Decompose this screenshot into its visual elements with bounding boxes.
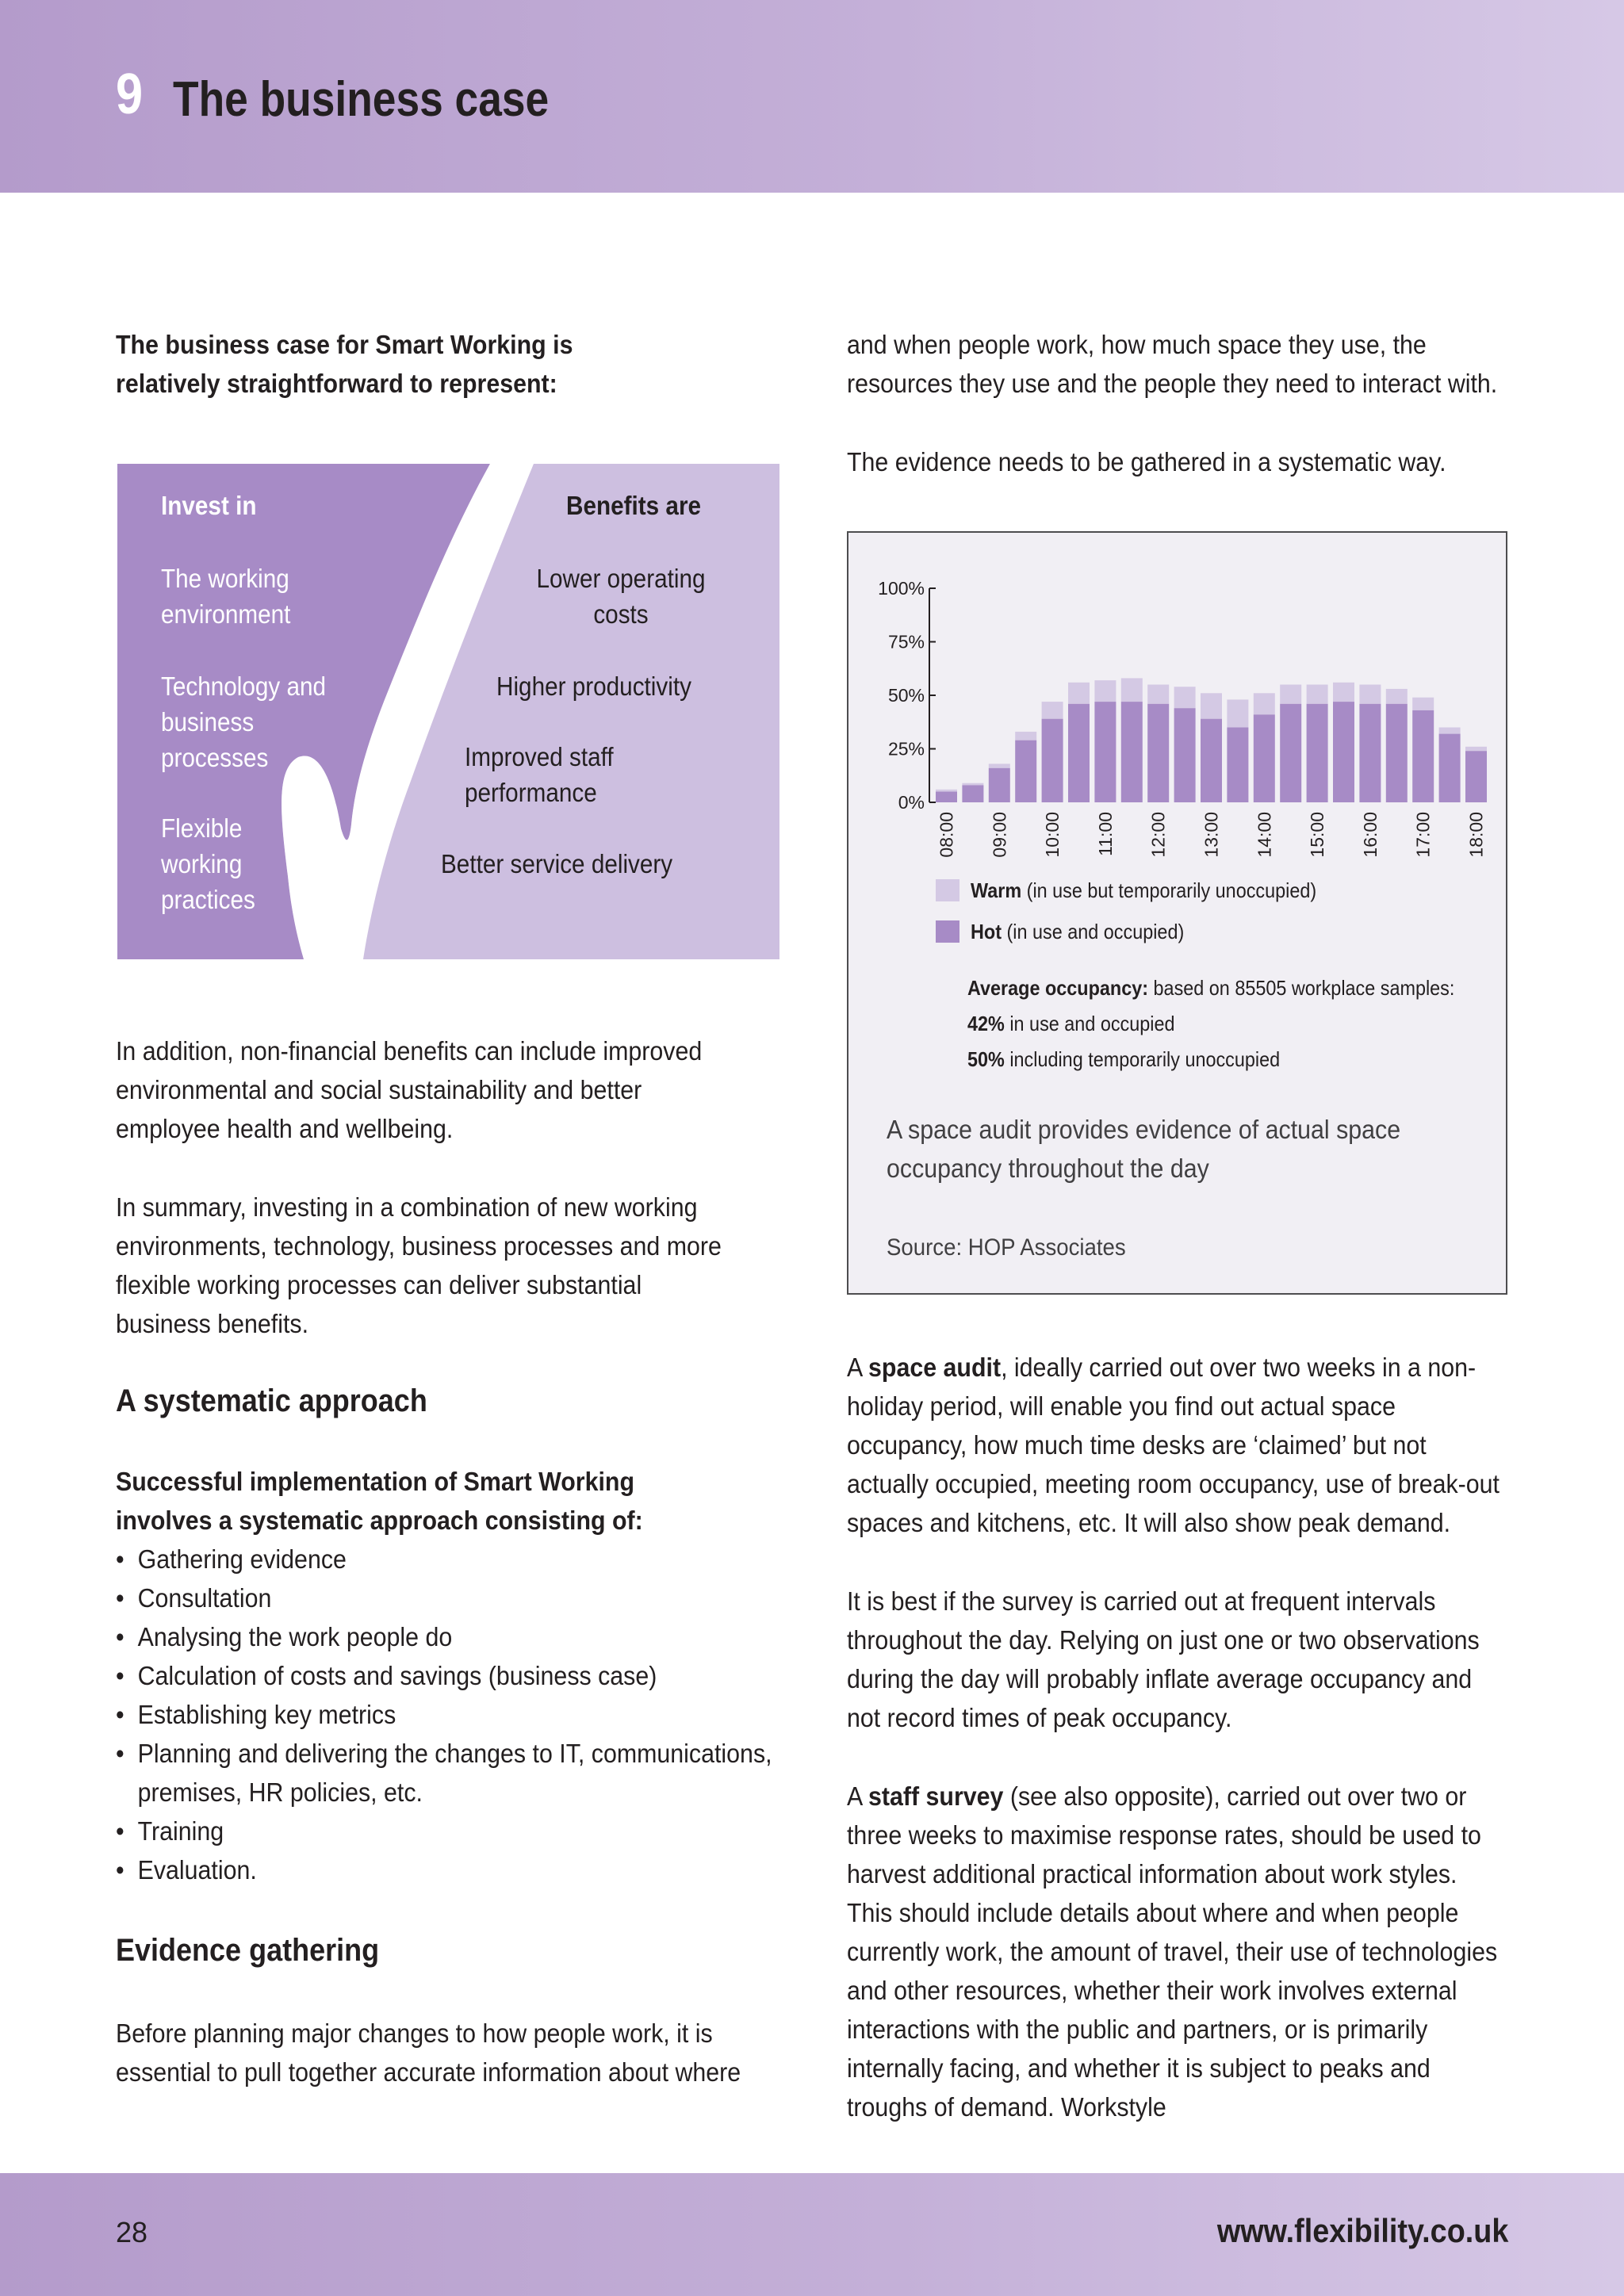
x-tick-label: 08:00: [936, 812, 957, 858]
bar-warm: [1280, 685, 1301, 704]
x-tick-label: 09:00: [989, 812, 1010, 858]
x-tick-label: 18:00: [1465, 812, 1487, 858]
x-tick-label: 10:00: [1042, 812, 1063, 858]
bar-warm: [1227, 699, 1248, 727]
bar-hot: [1147, 704, 1169, 802]
y-tick-label: 100%: [878, 578, 925, 599]
y-tick-label: 0%: [898, 792, 925, 813]
survey-frequency-paragraph: It is best if the survey is carried out at frequent intervals throughout the day. Relying on just one or two observations during the day will probably inflate average occupancy and not record times of peak occupancy.: [847, 1586, 1480, 1732]
evidence-paragraph: Before planning major changes to how people work, it is essential to pull together accurate information about where: [116, 2019, 741, 2087]
list-item: • Planning and delivering the changes to IT, communications, premises, HR policies, etc.: [116, 1734, 816, 1812]
x-tick-label: 11:00: [1094, 812, 1116, 856]
y-tick-label: 75%: [887, 631, 925, 652]
bar-warm: [1386, 689, 1408, 704]
bar-warm: [1174, 687, 1196, 708]
bar-hot: [1068, 704, 1090, 802]
space-audit-paragraph: A space audit, ideally carried out over two weeks in a non-holiday period, will enable you find out actual space occupancy, how much time desks are ‘claimed’ but not actually occupied, meeting room occupancy, use of break-out spaces and kitchens, etc. It will also show peak demand.: [847, 1353, 1500, 1537]
bar-warm: [936, 790, 957, 792]
list-item: • Establishing key metrics: [116, 1695, 816, 1734]
bar-warm: [1359, 685, 1381, 704]
bar-hot: [1121, 702, 1143, 802]
legend-desc-warm: (in use but temporarily unoccupied): [1026, 878, 1317, 902]
x-tick-label: 17:00: [1412, 812, 1434, 858]
bar-warm: [1147, 685, 1169, 704]
occupancy-chart: [848, 533, 1509, 882]
invest-item-environment: The working environment: [161, 564, 291, 629]
x-tick-label: 15:00: [1307, 812, 1328, 858]
list-item: • Training: [116, 1812, 816, 1850]
summary-paragraph: In summary, investing in a combination of new working environments, technology, business processes and more flexible working processes can deliver substantial business benefits.: [116, 1192, 722, 1338]
intro-text: The business case for Smart Working is relatively straightforward to represent:: [116, 330, 573, 398]
legend-swatch-warm: [936, 879, 959, 901]
legend-label-hot: Hot: [971, 920, 1002, 943]
average-occupancy-line: Average occupancy: based on 85505 workplace samples:: [967, 976, 1455, 1000]
bar-hot: [1015, 740, 1036, 802]
bar-warm: [1201, 693, 1222, 718]
bar-hot: [1254, 714, 1275, 802]
x-tick-label: 12:00: [1147, 812, 1169, 858]
y-tick-label: 25%: [887, 738, 925, 760]
list-item: • Gathering evidence: [116, 1540, 816, 1578]
y-tick-label: 50%: [887, 685, 925, 706]
bar-warm: [1094, 680, 1116, 702]
invest-item-flexible: Flexible working practices: [161, 813, 255, 914]
page-number: 28: [116, 2216, 148, 2248]
bar-hot: [1307, 704, 1328, 802]
systematic-way-paragraph: The evidence needs to be gathered in a systematic way.: [847, 447, 1446, 476]
bar-warm: [1068, 683, 1090, 704]
bar-warm: [1015, 732, 1036, 740]
invest-heading: Invest in: [161, 491, 257, 520]
bar-hot: [936, 792, 957, 803]
bar-hot: [1042, 719, 1063, 802]
legend-warm: [936, 878, 1355, 903]
benefit-item-performance: Improved staff performance: [465, 742, 614, 807]
occupancy-line-1: 42% in use and occupied: [967, 1012, 1175, 1035]
page-title: The business case: [173, 72, 550, 127]
systematic-intro: Successful implementation of Smart Working involves a systematic approach consisting of:: [116, 1467, 643, 1535]
bar-hot: [1227, 728, 1248, 803]
bar-hot: [1094, 702, 1116, 802]
list-item: • Calculation of costs and savings (business case): [116, 1656, 816, 1695]
bar-warm: [962, 783, 983, 786]
occupancy-chart-box: [847, 531, 1507, 1295]
bar-warm: [1042, 702, 1063, 719]
bar-hot: [989, 768, 1010, 802]
website-url: www.flexibility.co.uk: [1216, 2212, 1508, 2249]
bar-hot: [1201, 719, 1222, 802]
chart-caption: A space audit provides evidence of actual space occupancy throughout the day: [887, 1115, 1401, 1183]
steps-list: [116, 1540, 829, 1889]
bar-warm: [1333, 683, 1354, 702]
bar-hot: [1412, 710, 1434, 802]
bar-hot: [1359, 704, 1381, 802]
x-tick-label: 13:00: [1201, 812, 1222, 858]
x-tick-label: 14:00: [1254, 812, 1275, 858]
bar-warm: [989, 763, 1010, 767]
list-item: • Analysing the work people do: [116, 1617, 816, 1656]
occupancy-line-2: 50% including temporarily unoccupied: [967, 1047, 1281, 1071]
legend-hot: [936, 919, 1208, 944]
bar-warm: [1307, 685, 1328, 704]
continued-paragraph: and when people work, how much space they use, the resources they use and the people they need to interact with.: [847, 330, 1498, 398]
list-item: • Evaluation.: [116, 1850, 816, 1889]
bar-warm: [1254, 693, 1275, 714]
bar-warm: [1465, 747, 1487, 751]
benefits-heading: Benefits are: [566, 491, 702, 520]
bar-hot: [1174, 708, 1196, 802]
legend-desc-hot: (in use and occupied): [1006, 920, 1185, 943]
heading-evidence-gathering: Evidence gathering: [116, 1933, 380, 1968]
bar-warm: [1412, 698, 1434, 710]
invest-item-technology: Technology and business processes: [161, 672, 327, 772]
non-financial-paragraph: In addition, non-financial benefits can include improved environmental and social sustainability and better employee health and wellbeing.: [116, 1036, 703, 1143]
benefit-item-productivity: Higher productivity: [496, 672, 691, 701]
benefit-item-costs: Lower operating costs: [536, 564, 706, 629]
chart-source: Source: HOP Associates: [887, 1234, 1126, 1261]
bar-hot: [1386, 704, 1408, 802]
bar-hot: [1280, 704, 1301, 802]
bar-warm: [1439, 728, 1461, 734]
bar-hot: [1439, 734, 1461, 802]
legend-swatch-hot: [936, 920, 959, 943]
bar-hot: [962, 785, 983, 802]
chapter-number: 9: [116, 63, 142, 126]
bar-hot: [1465, 751, 1487, 802]
benefit-item-service: Better service delivery: [441, 849, 673, 878]
list-item: • Consultation: [116, 1578, 816, 1617]
x-tick-label: 16:00: [1359, 812, 1381, 858]
heading-systematic-approach: A systematic approach: [116, 1383, 427, 1418]
bar-warm: [1121, 678, 1143, 702]
staff-survey-paragraph: A staff survey (see also opposite), carried out over two or three weeks to maximise response rates, should be used to harvest additional practical information about work styles. This should include details about where and when people currently work, the amount of travel, their use of technologies and other resources, whether their work involves external interactions with the public and partners, or is primarily internally facing, and whether it is subject to peaks and troughs of demand. Workstyle: [847, 1781, 1498, 2122]
bar-hot: [1333, 702, 1354, 802]
legend-label-warm: Warm: [971, 878, 1022, 902]
invest-benefits-diagram: [117, 464, 779, 959]
